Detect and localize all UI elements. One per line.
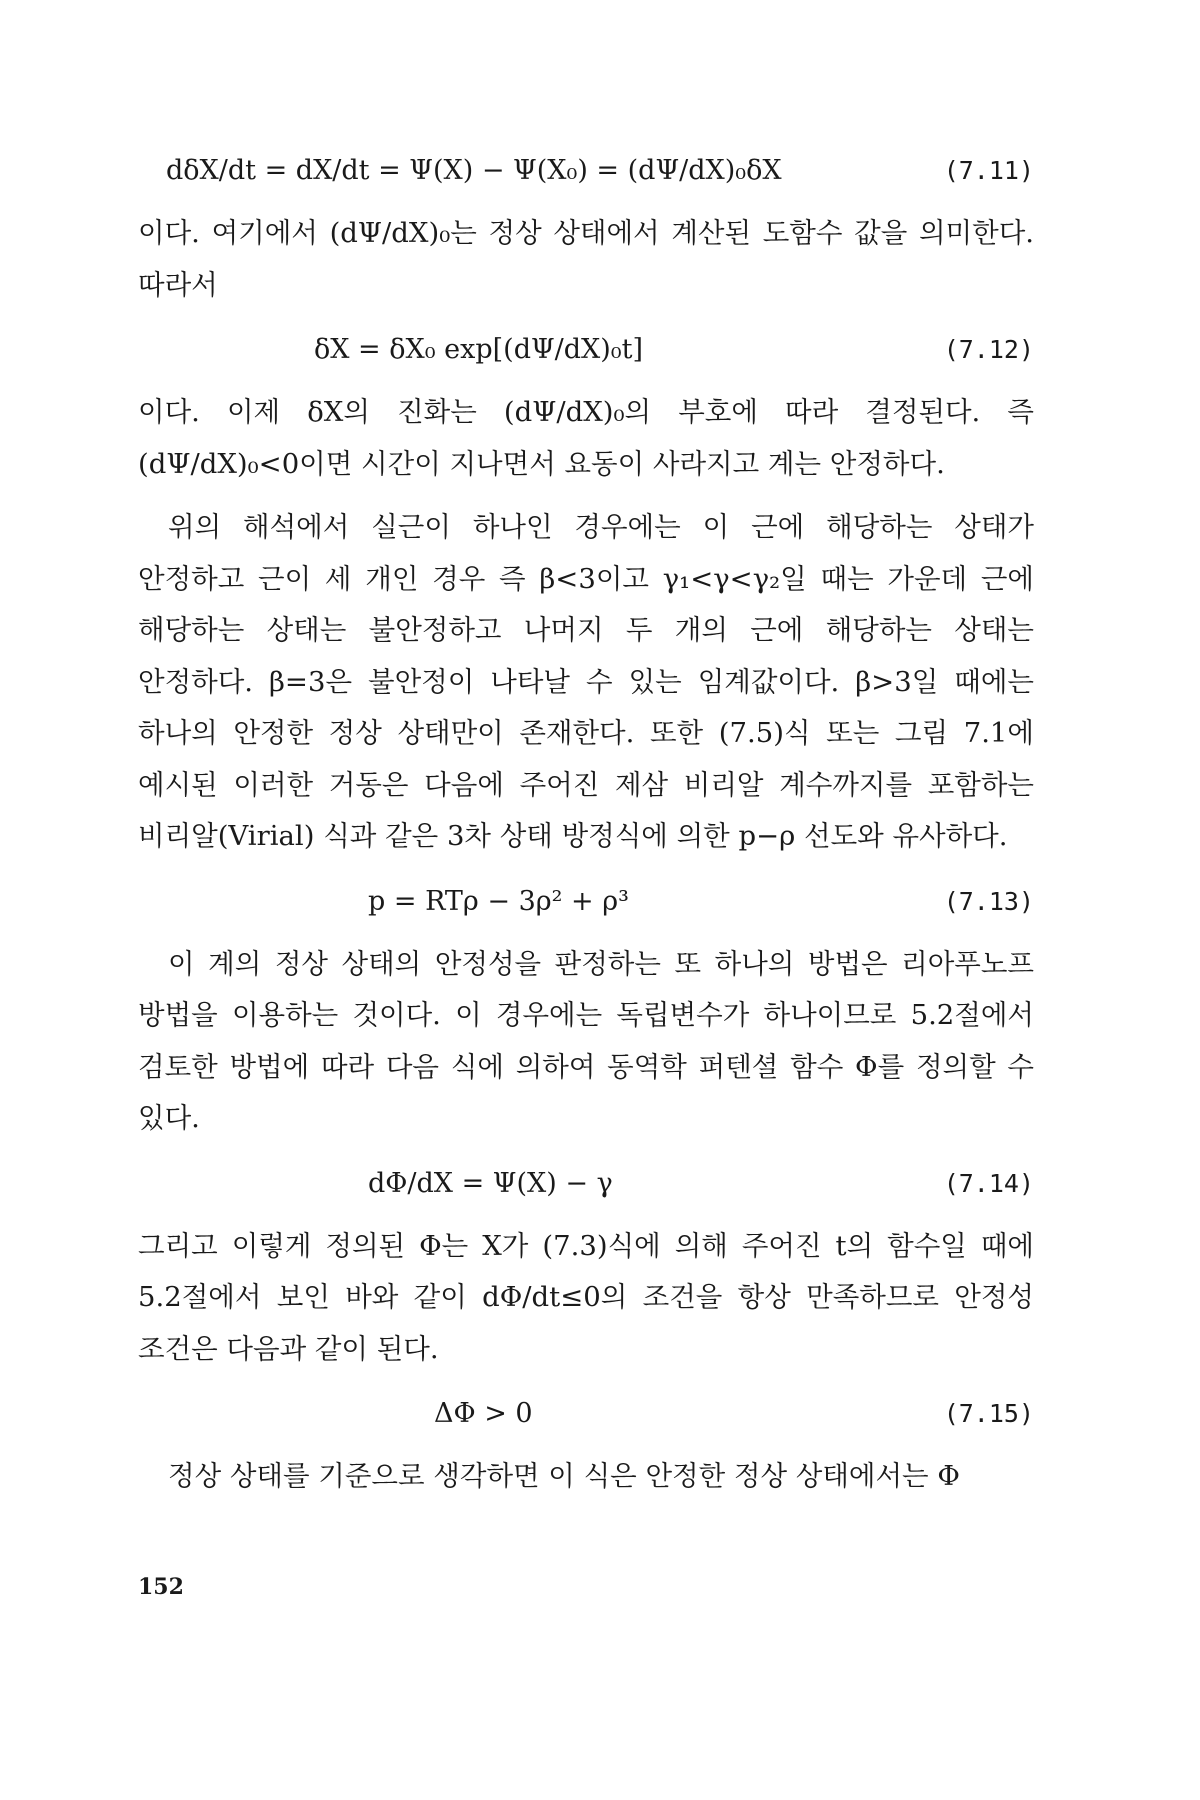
equation-expression: dδX/dt = dX/dt = Ψ(X) − Ψ(X₀) = (dΨ/dX)₀δX [166,155,782,186]
equation-number: (7.12) [943,335,1034,364]
paragraph: 이 계의 정상 상태의 안정성을 판정하는 또 하나의 방법은 리아푸노프 방법을 이용하는 것이다. 이 경우에는 독립변수가 하나이므로 5.2절에서 검토한 방법에 따라 다음 식에 의하여 동역학 퍼텐셜 함수 Φ를 정의할 수 있다. [138,947,1034,1134]
equation-expression: δX = δX₀ exp[(dΨ/dX)₀t] [314,334,644,365]
paragraph: 그리고 이렇게 정의된 Φ는 X가 (7.3)식에 의해 주어진 t의 함수일 때에 5.2절에서 보인 바와 같이 dΦ/dt≤0의 조건을 항상 만족하므로 안정성 조건은 다음과 같이 된다. [138,1229,1034,1365]
equation-number: (7.14) [943,1168,1034,1198]
equation-number: (7.13) [943,886,1034,916]
paragraph: 이다. 여기에서 (dΨ/dX)₀는 정상 상태에서 계산된 도함수 값을 의미한다. 따라서 [138,217,1034,301]
equation-number: (7.15) [943,1399,1034,1428]
paragraph: 이다. 이제 δX의 진화는 (dΨ/dX)₀의 부호에 따라 결정된다. 즉 (dΨ/dX)₀<0이면 시간이 지나면서 요동이 사라지고 계는 안정하다. [138,396,1034,480]
paragraph: 정상 상태를 기준으로 생각하면 이 식은 안정한 정상 상태에서는 Φ [168,1460,960,1492]
equation-7-13 [138,875,1034,929]
equation-expression: ΔΦ > 0 [434,1398,533,1429]
paragraph: 위의 해석에서 실근이 하나인 경우에는 이 근에 해당하는 상태가 안정하고 근이 세 개인 경우 즉 β<3이고 γ₁<γ<γ₂일 때는 가운데 근에 해당하는 상태는 불안정하고 나머지 두 개의 근에 해당하는 상태는 안정하다. β=3은 불안정이 나타날 수 있는 임계값이다. β>3일 때에는 하나의 안정한 정상 상태만이 존재한다. 또한 (7.5)식 또는 그림 7.1에 예시된 이러한 거동은 다음에 주어진 제삼 비리알 계수까지를 포함하는 비리알(Virial) 식과 같은 3차 상태 방정식에 의한 p−ρ 선도와 유사하다. [138,511,1034,852]
equation-7-15 [138,1387,1034,1441]
equation-expression: dΦ/dX = Ψ(X) − γ [368,1167,613,1199]
page-body [138,140,1034,1515]
equation-7-12 [138,323,1034,377]
page-number: 152 [138,1574,184,1600]
equation-7-14 [138,1157,1034,1211]
equation-expression: p = RTρ − 3ρ² + ρ³ [368,885,629,917]
equation-number: (7.11) [943,156,1034,185]
equation-7-11 [138,144,1034,198]
